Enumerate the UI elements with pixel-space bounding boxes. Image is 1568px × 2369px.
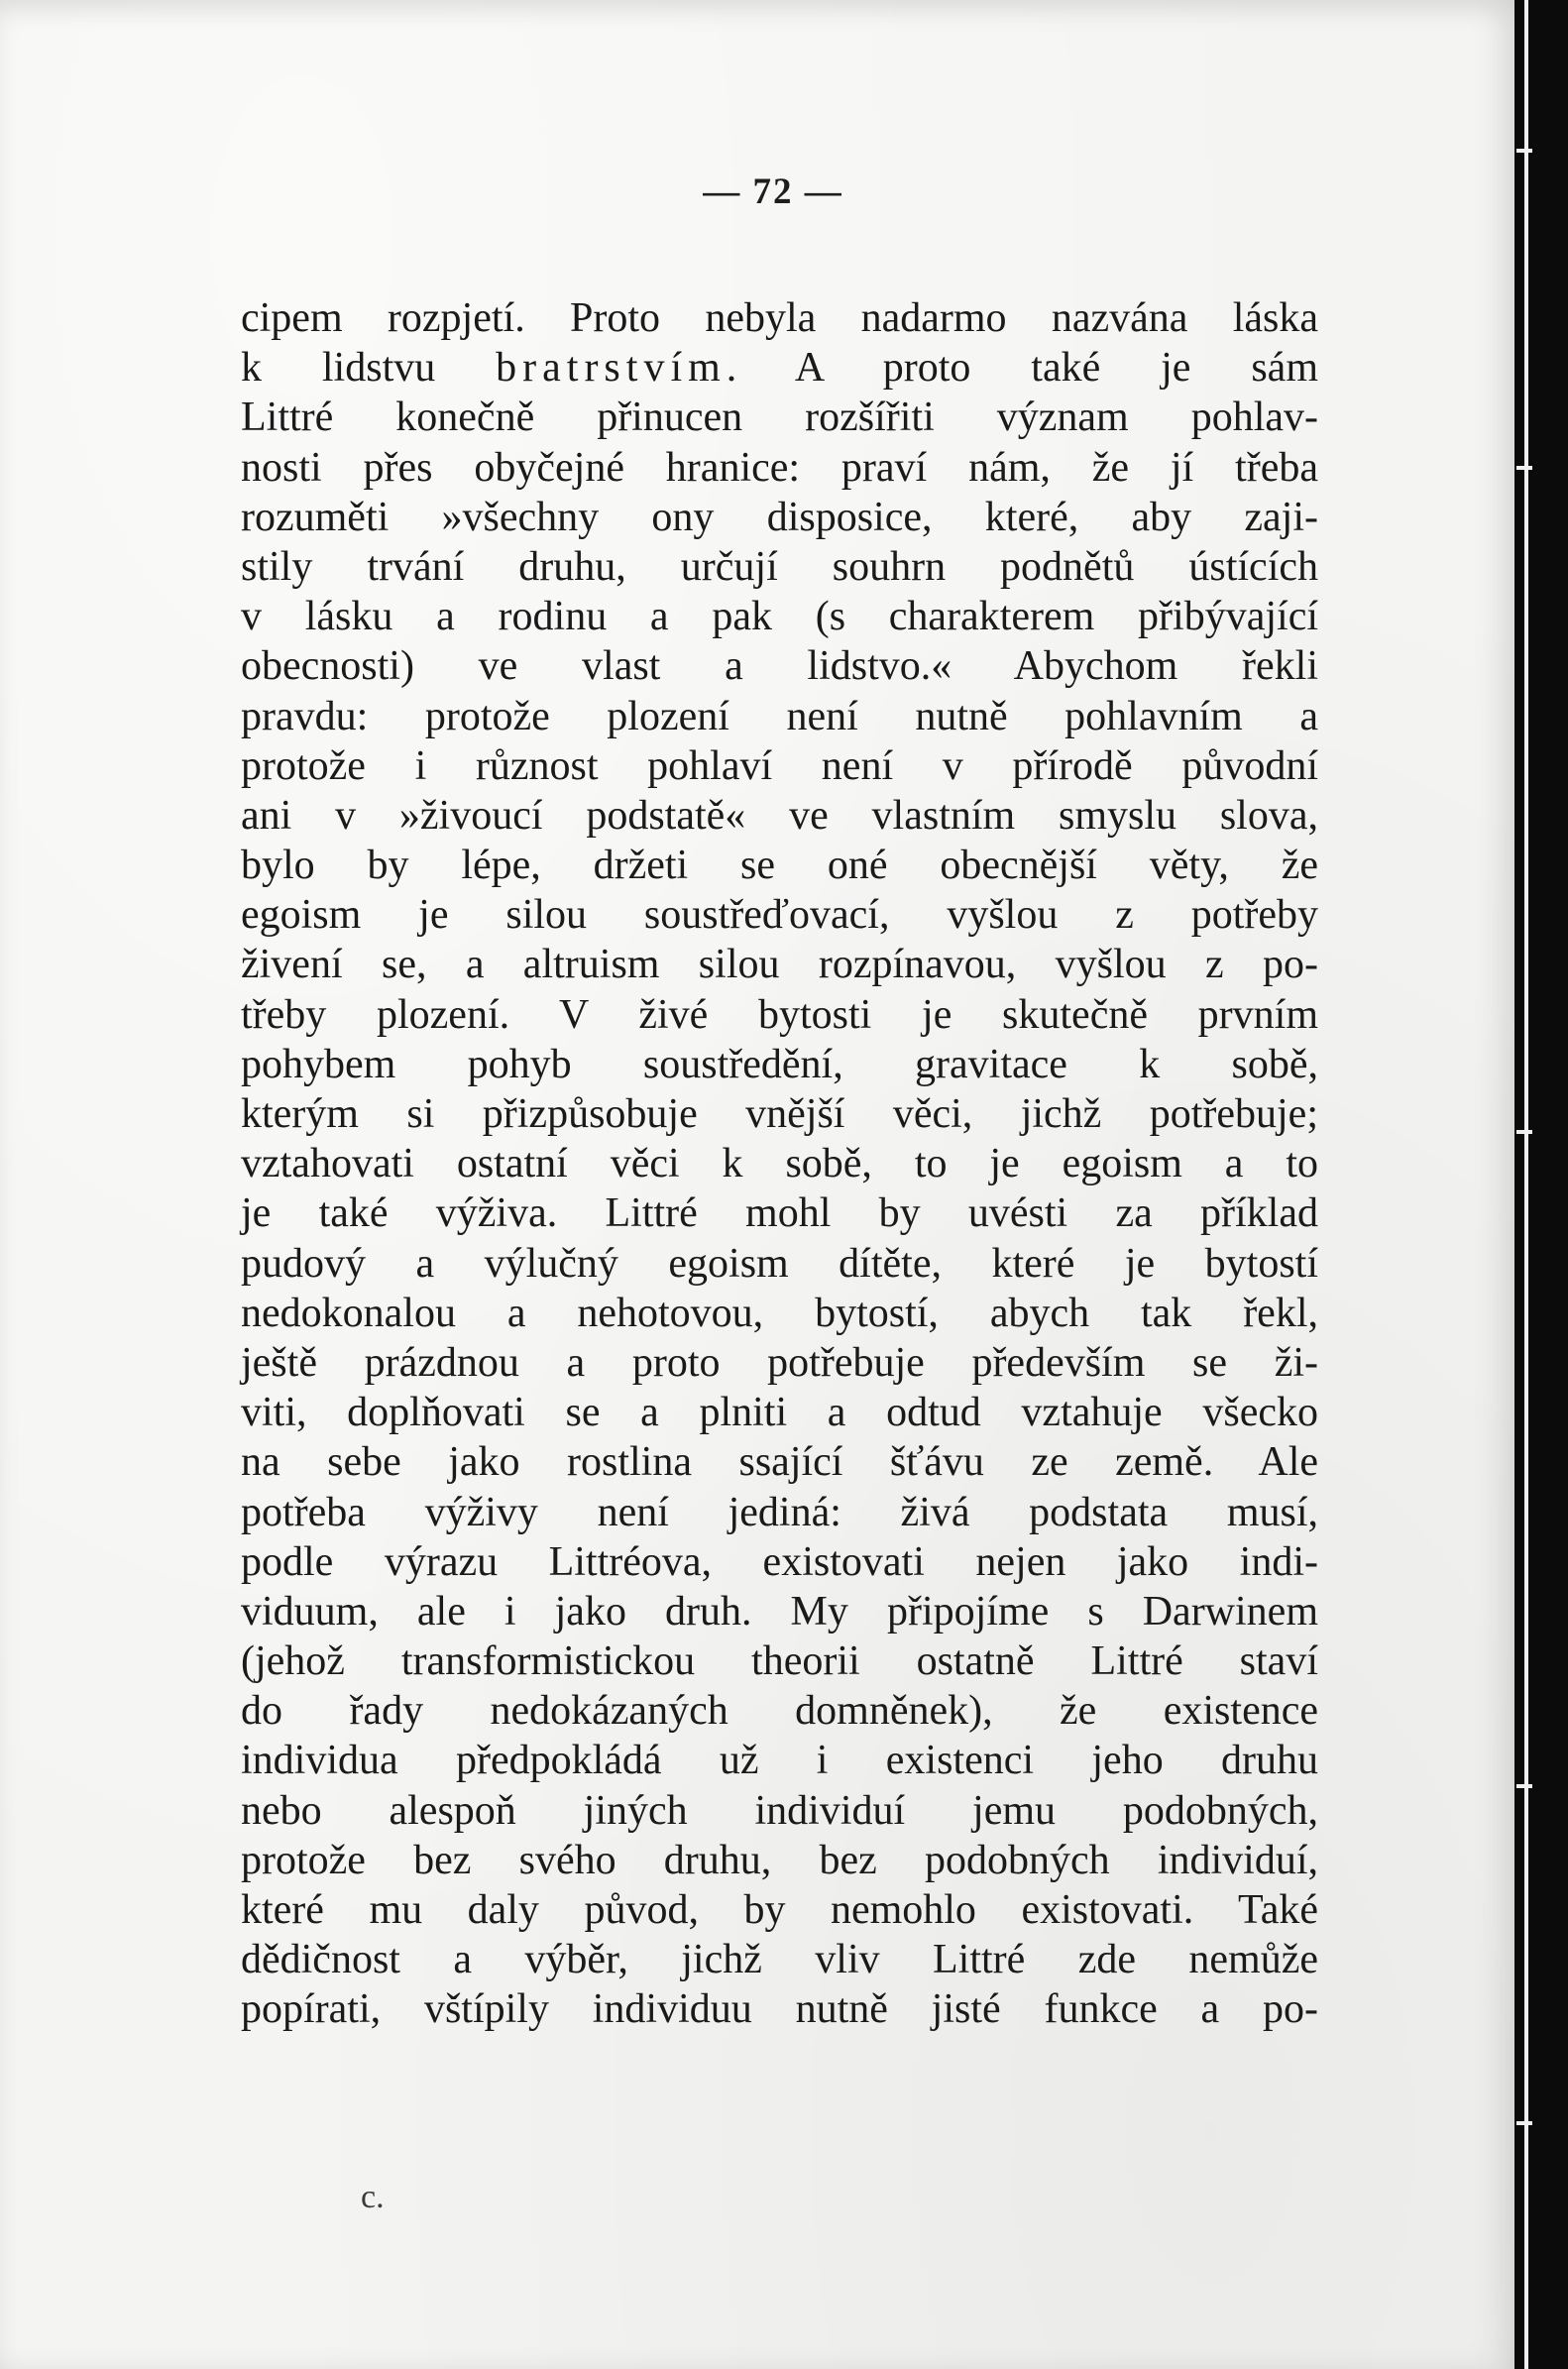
text-line-23: viti, doplňovati se a plniti a odtud vztahuje všecko: [241, 1390, 1318, 1436]
text-line-31: nebo alespoň jiných individuí jemu podobných,: [241, 1787, 1318, 1834]
text-line-17: kterým si přizpůsobuje vnější věci, jichž potřebuje;: [241, 1091, 1318, 1137]
text-line-18: vztahovati ostatní věci k sobě, to je egoism a to: [241, 1141, 1318, 1187]
text-line-35: popírati, vštípily individuu nutně jisté funkce a po-: [241, 1986, 1318, 2033]
text-line-10: protože i různost pohlaví není v přírodě původní: [241, 742, 1318, 789]
text-line-19: je také výživa. Littré mohl by uvésti za příklad: [241, 1190, 1318, 1237]
line2-before: k lidstvu: [241, 345, 497, 392]
stray-ink-mark: c.: [361, 2179, 385, 2215]
text-line-13: egoism je silou soustřeďovací, vyšlou z potřeby: [241, 892, 1318, 939]
text-line-24: na sebe jako rostlina ssající šťávu ze země. Ale: [241, 1439, 1318, 1486]
text-line-7: v lásku a rodinu a pak (s charakterem přibývající: [241, 594, 1318, 640]
text-line-30: individua předpokládá už i existenci jeho druhu: [241, 1738, 1318, 1784]
text-line-12: bylo by lépe, držeti se oné obecnější věty, že: [241, 843, 1318, 889]
text-line-3: Littré konečně přinucen rozšířiti význam pohlav-: [241, 395, 1318, 441]
text-line-27: viduum, ale i jako druh. My připojíme s Darwinem: [241, 1588, 1318, 1635]
text-line-34: dědičnost a výběr, jichž vliv Littré zde nemůže: [241, 1937, 1318, 1983]
book-binding-edge: [1514, 0, 1568, 2369]
text-line-29: do řady nedokázaných domněnek), že existence: [241, 1688, 1318, 1735]
text-line-28: (jehož transformistickou theorii ostatně Littré staví: [241, 1638, 1318, 1685]
body-text: [241, 293, 1318, 2035]
binding-notch: [1516, 1130, 1532, 1134]
text-line-16: pohybem pohyb soustředění, gravitace k sobě,: [241, 1041, 1318, 1087]
text-line-8: obecnosti) ve vlast a lidstvo.« Abychom řekli: [241, 643, 1318, 690]
text-line-1: cipem rozpjetí. Proto nebyla nadarmo nazvána láska: [241, 295, 1318, 341]
text-line-15: třeby plození. V živé bytosti je skutečně prvním: [241, 991, 1318, 1038]
text-line-2: [241, 343, 1318, 393]
spaced-word-bratrstvim: bratrstvím: [496, 345, 727, 392]
text-line-9: pravdu: protože plození není nutně pohlavním a: [241, 693, 1318, 739]
text-line-21: nedokonalou a nehotovou, bytostí, abych tak řekl,: [241, 1290, 1318, 1336]
text-line-20: pudový a výlučný egoism dítěte, které je bytostí: [241, 1240, 1318, 1287]
text-line-4: nosti přes obyčejné hranice: praví nám, že jí třeba: [241, 444, 1318, 491]
binding-notch: [1516, 2121, 1532, 2125]
binding-notch: [1516, 149, 1532, 153]
text-line-33: které mu daly původ, by nemohlo existovati. Také: [241, 1887, 1318, 1933]
text-line-26: podle výrazu Littréova, existovati nejen jako indi-: [241, 1538, 1318, 1585]
text-line-22: ještě prázdnou a proto potřebuje především se ži-: [241, 1339, 1318, 1386]
binding-notch: [1516, 1784, 1532, 1788]
page-number: — 72 —: [703, 171, 843, 212]
binding-notch: [1516, 466, 1532, 470]
text-line-25: potřeba výživy není jediná: živá podstata musí,: [241, 1489, 1318, 1535]
text-line-14: živení se, a altruism silou rozpínavou, vyšlou z po-: [241, 942, 1318, 988]
line2-after: . A proto také je sám: [726, 345, 1318, 392]
text-line-5: rozuměti »všechny ony disposice, které, aby zaji-: [241, 494, 1318, 540]
text-line-32: protože bez svého druhu, bez podobných individuí,: [241, 1837, 1318, 1883]
text-line-11: ani v »živoucí podstatě« ve vlastním smyslu slova,: [241, 792, 1318, 839]
text-line-6: stily trvání druhu, určují souhrn podnětů ústících: [241, 543, 1318, 590]
binding-thread-line: [1524, 0, 1528, 2369]
